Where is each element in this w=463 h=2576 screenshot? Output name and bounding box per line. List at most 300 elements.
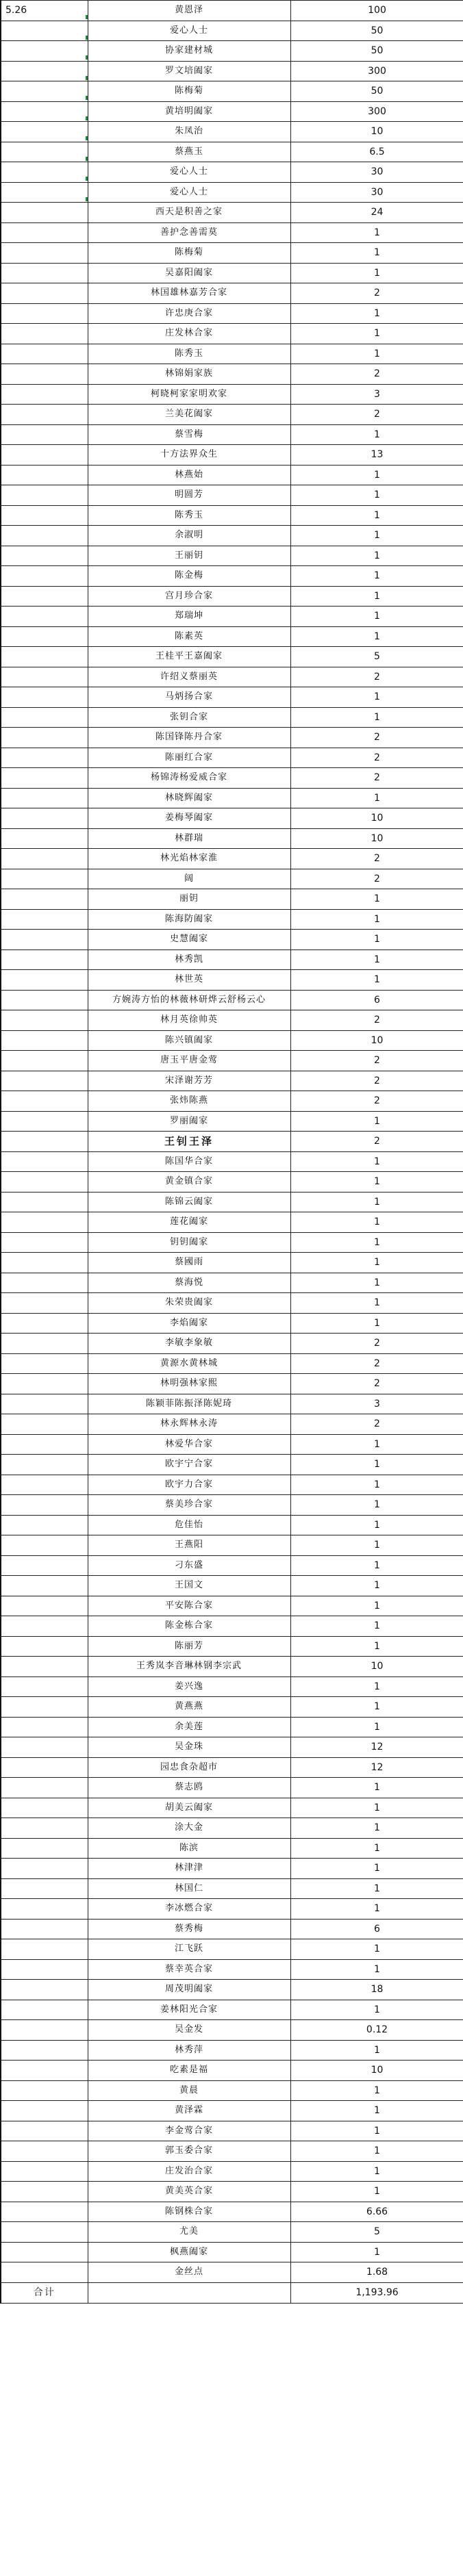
table-row (1, 1778, 463, 1798)
table-row (1, 1030, 463, 1051)
table-row (1, 1737, 463, 1758)
donation-amount: 10 (290, 2061, 463, 2081)
donation-amount: 1 (290, 2182, 463, 2202)
donation-amount: 2 (290, 1334, 463, 1354)
donor-name: 明圆芳 (88, 485, 290, 506)
donation-amount: 2 (290, 1353, 463, 1374)
donor-name: 余淑明 (88, 526, 290, 546)
date-empty-cell (1, 828, 88, 849)
donation-amount: 1 (290, 1232, 463, 1253)
date-empty-cell (1, 1111, 88, 1132)
date-empty-cell (1, 1051, 88, 1071)
table-row (1, 1051, 463, 1071)
date-empty-cell (1, 1030, 88, 1051)
donor-name: 许忠庚合家 (88, 303, 290, 324)
donor-name: 李焰阖家 (88, 1313, 290, 1334)
donation-amount: 1 (290, 626, 463, 647)
donation-amount: 1 (290, 222, 463, 243)
donation-amount: 1 (290, 1616, 463, 1637)
table-row (1, 324, 463, 344)
donation-amount: 1 (290, 1192, 463, 1212)
table-row (1, 1636, 463, 1657)
table-row (1, 61, 463, 81)
donor-name: 林秀萍 (88, 2040, 290, 2061)
donor-name: 陈丽红合家 (88, 748, 290, 768)
donor-name: 黄美英合家 (88, 2182, 290, 2202)
donor-name: 黄燕燕 (88, 1697, 290, 1718)
donation-amount: 1 (290, 909, 463, 930)
donation-amount: 1 (290, 2141, 463, 2162)
table-row (1, 344, 463, 364)
cell-marker (86, 15, 88, 19)
donation-amount: 1 (290, 1151, 463, 1172)
table-row (1, 203, 463, 223)
donation-amount: 1 (290, 930, 463, 950)
date-empty-cell (1, 283, 88, 304)
donation-amount: 1 (290, 485, 463, 506)
date-empty-cell (1, 344, 88, 364)
donor-name: 黄金镇合家 (88, 1172, 290, 1193)
donor-name: 陈金梅 (88, 566, 290, 587)
donor-name: 陈秀玉 (88, 505, 290, 526)
date-empty-cell (1, 526, 88, 546)
donation-amount: 300 (290, 101, 463, 122)
donation-amount: 1 (290, 1273, 463, 1293)
cell-marker (86, 36, 88, 40)
date-empty-cell (1, 203, 88, 223)
date-empty-cell (1, 990, 88, 1010)
donation-amount: 1 (290, 889, 463, 910)
table-row (1, 788, 463, 808)
donation-amount: 1 (290, 2242, 463, 2262)
date-empty-cell (1, 546, 88, 566)
date-empty-cell (1, 2161, 88, 2182)
donation-amount: 2 (290, 768, 463, 789)
donation-amount: 1 (290, 1676, 463, 1697)
date-empty-cell (1, 1798, 88, 1818)
donor-name: 陈锦云阖家 (88, 1192, 290, 1212)
donation-amount: 2 (290, 1010, 463, 1031)
date-empty-cell (1, 1818, 88, 1839)
donation-amount: 1 (290, 949, 463, 970)
donor-name: 马炳扬合家 (88, 687, 290, 708)
table-row (1, 1878, 463, 1899)
date-empty-cell (1, 1980, 88, 2000)
donor-name: 林秀凯 (88, 949, 290, 970)
donor-name: 协家建材城 (88, 41, 290, 62)
donor-name: 陈梅菊 (88, 243, 290, 264)
donor-name: 林晓辉阖家 (88, 788, 290, 808)
table-row (1, 1434, 463, 1455)
donor-name: 姜兴逸 (88, 1676, 290, 1697)
donation-amount: 6 (290, 1919, 463, 1939)
donor-name: 王桂平王嘉阖家 (88, 647, 290, 667)
cell-marker (86, 96, 88, 100)
table-row (1, 2182, 463, 2202)
donor-name: 李冰燃合家 (88, 1899, 290, 1920)
donation-amount: 1 (290, 2101, 463, 2121)
date-empty-cell (1, 1555, 88, 1576)
table-row (1, 526, 463, 546)
donation-amount: 1 (290, 1313, 463, 1334)
donation-amount: 1 (290, 1576, 463, 1596)
table-row (1, 465, 463, 485)
donation-amount: 1 (290, 303, 463, 324)
table-row (1, 485, 463, 506)
table-row (1, 728, 463, 748)
date-empty-cell (1, 1071, 88, 1091)
table-row (1, 1676, 463, 1697)
donor-name: 蔡幸英合家 (88, 1959, 290, 1980)
donation-amount: 1 (290, 1555, 463, 1576)
table-row (1, 1353, 463, 1374)
donor-name: 吴嘉阳阖家 (88, 263, 290, 283)
donation-amount: 0.12 (290, 2020, 463, 2041)
date-empty-cell (1, 1232, 88, 1253)
date-empty-cell (1, 1293, 88, 1314)
cell-marker (86, 136, 88, 140)
cell-marker (86, 55, 88, 60)
donation-amount: 1 (290, 465, 463, 485)
donation-amount: 2 (290, 1374, 463, 1394)
date-empty-cell (1, 1010, 88, 1031)
date-empty-cell (1, 1676, 88, 1697)
table-row (1, 1515, 463, 1535)
cell-marker (86, 116, 88, 120)
donor-name: 林津津 (88, 1859, 290, 1879)
donor-name: 蔡美珍合家 (88, 1495, 290, 1516)
donation-amount: 1 (290, 1293, 463, 1314)
date-empty-cell (1, 1353, 88, 1374)
table-row (1, 1313, 463, 1334)
donation-rows (1, 1, 463, 2283)
date-empty-cell (1, 222, 88, 243)
total-label: 合计 (1, 2282, 88, 2303)
donor-name: 杨锦涛杨爱威合家 (88, 768, 290, 789)
date-empty-cell (1, 1919, 88, 1939)
table-row (1, 1132, 463, 1152)
table-row (1, 81, 463, 102)
donor-name: 陈国锋陈丹合家 (88, 728, 290, 748)
donation-amount: 2 (290, 748, 463, 768)
date-empty-cell (1, 1596, 88, 1616)
donor-name: 黄源水黄林城 (88, 1353, 290, 1374)
date-empty-cell (1, 1334, 88, 1354)
donor-name: 尤美 (88, 2222, 290, 2243)
date-empty-cell (1, 2242, 88, 2262)
donor-name: 平安陈合家 (88, 1596, 290, 1616)
donor-name: 黄恩泽 (88, 1, 290, 21)
donation-amount: 1 (290, 970, 463, 991)
donation-amount: 1 (290, 566, 463, 587)
date-empty-cell (1, 445, 88, 466)
donor-name: 江飞跃 (88, 1939, 290, 1960)
table-row (1, 122, 463, 142)
date-empty-cell (1, 2202, 88, 2222)
table-row (1, 566, 463, 587)
table-row (1, 647, 463, 667)
donor-name: 金丝点 (88, 2262, 290, 2283)
donation-amount: 1 (290, 2121, 463, 2141)
donor-name: 庄发治合家 (88, 2161, 290, 2182)
donation-amount: 1 (290, 1515, 463, 1535)
donation-amount: 1 (290, 1859, 463, 1879)
donor-name: 陈国华合家 (88, 1151, 290, 1172)
donation-amount: 6.5 (290, 142, 463, 162)
table-row (1, 1212, 463, 1233)
date-empty-cell (1, 970, 88, 991)
date-empty-cell (1, 2101, 88, 2121)
donor-name: 林国仁 (88, 1878, 290, 1899)
date-empty-cell (1, 707, 88, 728)
donor-name: 王钊王泽 (88, 1132, 290, 1152)
table-row (1, 2242, 463, 2262)
table-row (1, 1980, 463, 2000)
total-empty-cell (88, 2282, 290, 2303)
donor-name: 丽钥 (88, 889, 290, 910)
table-row (1, 949, 463, 970)
donor-name: 吴金珠 (88, 1737, 290, 1758)
table-row (1, 2000, 463, 2020)
donor-name: 史慧阖家 (88, 930, 290, 950)
donation-amount: 1 (290, 344, 463, 364)
table-row (1, 162, 463, 183)
date-empty-cell (1, 263, 88, 283)
date-empty-cell (1, 424, 88, 445)
table-row (1, 1555, 463, 1576)
donation-amount: 1 (290, 607, 463, 627)
date-cell: 5.26 (1, 1, 88, 21)
donor-name: 蔡燕玉 (88, 142, 290, 162)
donation-amount: 1 (290, 1475, 463, 1495)
donation-amount: 1 (290, 1596, 463, 1616)
date-empty-cell (1, 2000, 88, 2020)
date-empty-cell (1, 101, 88, 122)
donation-amount: 12 (290, 1737, 463, 1758)
table-row (1, 384, 463, 405)
date-empty-cell (1, 1434, 88, 1455)
donor-name: 蔡雪梅 (88, 424, 290, 445)
table-row (1, 546, 463, 566)
table-row (1, 1717, 463, 1737)
total-row (1, 2282, 463, 2303)
donation-amount: 2 (290, 667, 463, 687)
donor-name: 罗丽阖家 (88, 1111, 290, 1132)
donor-name: 林爱华合家 (88, 1434, 290, 1455)
table-row (1, 707, 463, 728)
donation-amount: 1.68 (290, 2262, 463, 2283)
donor-name: 蔡國雨 (88, 1253, 290, 1273)
donation-amount: 1 (290, 2161, 463, 2182)
table-row (1, 2020, 463, 2041)
donation-amount: 6 (290, 990, 463, 1010)
donor-name: 庄发林合家 (88, 324, 290, 344)
donor-name: 林永辉林永涛 (88, 1414, 290, 1435)
date-empty-cell (1, 41, 88, 62)
donation-amount: 1 (290, 586, 463, 607)
donation-amount: 50 (290, 81, 463, 102)
date-empty-cell (1, 1859, 88, 1879)
cell-marker (86, 157, 88, 161)
date-empty-cell (1, 667, 88, 687)
table-row (1, 303, 463, 324)
table-row (1, 1859, 463, 1879)
donor-name: 胡美云阖家 (88, 1798, 290, 1818)
date-empty-cell (1, 1535, 88, 1556)
date-empty-cell (1, 485, 88, 506)
donation-amount: 1 (290, 1899, 463, 1920)
donor-name: 姜梅琴阖家 (88, 808, 290, 829)
date-empty-cell (1, 1151, 88, 1172)
table-row (1, 1293, 463, 1314)
donor-name: 爱心人士 (88, 182, 290, 203)
donor-name: 周茂明阖家 (88, 1980, 290, 2000)
table-row (1, 626, 463, 647)
donor-name: 王燕阳 (88, 1535, 290, 1556)
date-empty-cell (1, 61, 88, 81)
date-empty-cell (1, 465, 88, 485)
date-empty-cell (1, 1394, 88, 1414)
cell-marker (86, 76, 88, 80)
table-row (1, 1172, 463, 1193)
date-empty-cell (1, 81, 88, 102)
table-row (1, 1475, 463, 1495)
table-row (1, 1899, 463, 1920)
date-empty-cell (1, 1939, 88, 1960)
table-row (1, 405, 463, 425)
table-row (1, 1919, 463, 1939)
donation-amount: 1 (290, 2000, 463, 2020)
date-empty-cell (1, 324, 88, 344)
table-row (1, 243, 463, 264)
donation-amount: 1 (290, 424, 463, 445)
donation-amount: 50 (290, 21, 463, 41)
donation-amount: 1 (290, 2080, 463, 2101)
date-empty-cell (1, 607, 88, 627)
donation-amount: 1 (290, 526, 463, 546)
table-row (1, 182, 463, 203)
table-row (1, 808, 463, 829)
donation-amount: 1 (290, 1455, 463, 1475)
table-row (1, 990, 463, 1010)
donation-amount: 1 (290, 1212, 463, 1233)
date-empty-cell (1, 21, 88, 41)
table-row (1, 667, 463, 687)
donor-name: 陈钢株合家 (88, 2202, 290, 2222)
donor-name: 枫燕阖家 (88, 2242, 290, 2262)
donation-amount: 6.66 (290, 2202, 463, 2222)
donation-amount: 1 (290, 687, 463, 708)
table-row (1, 1374, 463, 1394)
donor-name: 爱心人士 (88, 21, 290, 41)
date-empty-cell (1, 909, 88, 930)
donor-name: 阔 (88, 869, 290, 889)
donation-amount: 1 (290, 1778, 463, 1798)
donation-amount: 2 (290, 405, 463, 425)
cell-marker (86, 177, 88, 181)
date-empty-cell (1, 1091, 88, 1112)
table-row (1, 1596, 463, 1616)
table-row (1, 889, 463, 910)
table-row (1, 1455, 463, 1475)
date-empty-cell (1, 1778, 88, 1798)
date-empty-cell (1, 2020, 88, 2041)
donor-name: 王国文 (88, 1576, 290, 1596)
donor-name: 爱心人士 (88, 162, 290, 183)
donor-name: 林明强林家熙 (88, 1374, 290, 1394)
donor-name: 林国雄林嘉芳合家 (88, 283, 290, 304)
donation-amount: 1 (290, 1535, 463, 1556)
donor-name: 林世英 (88, 970, 290, 991)
table-row (1, 2121, 463, 2141)
date-empty-cell (1, 626, 88, 647)
date-empty-cell (1, 1576, 88, 1596)
donor-name: 陈滨 (88, 1838, 290, 1859)
table-row (1, 1091, 463, 1112)
table-row (1, 2222, 463, 2243)
donor-name: 宫月珍合家 (88, 586, 290, 607)
donation-amount: 2 (290, 728, 463, 748)
table-row (1, 768, 463, 789)
donation-amount: 1 (290, 243, 463, 264)
table-row (1, 1010, 463, 1031)
table-row (1, 1939, 463, 1960)
table-row (1, 1576, 463, 1596)
total-amount: 1,193.96 (290, 2282, 463, 2303)
date-empty-cell (1, 647, 88, 667)
table-row (1, 1535, 463, 1556)
table-row (1, 283, 463, 304)
table-row (1, 849, 463, 869)
donation-amount: 2 (290, 1051, 463, 1071)
donor-name: 李金莺合家 (88, 2121, 290, 2141)
date-empty-cell (1, 566, 88, 587)
table-row (1, 1838, 463, 1859)
donor-name: 张钥合家 (88, 707, 290, 728)
donation-amount: 1 (290, 263, 463, 283)
donation-amount: 3 (290, 384, 463, 405)
donation-amount: 10 (290, 1030, 463, 1051)
date-empty-cell (1, 142, 88, 162)
donor-name: 许绍义蔡丽英 (88, 667, 290, 687)
table-row (1, 2141, 463, 2162)
donation-amount: 1 (290, 324, 463, 344)
date-empty-cell (1, 2040, 88, 2061)
date-empty-cell (1, 1455, 88, 1475)
date-empty-cell (1, 1515, 88, 1535)
donor-name: 陈兴镇阖家 (88, 1030, 290, 1051)
donation-amount: 10 (290, 828, 463, 849)
date-empty-cell (1, 808, 88, 829)
date-empty-cell (1, 586, 88, 607)
table-row (1, 1414, 463, 1435)
table-row (1, 1192, 463, 1212)
donor-name: 西天是积善之家 (88, 203, 290, 223)
date-empty-cell (1, 1636, 88, 1657)
donation-amount: 2 (290, 1091, 463, 1112)
donor-name: 方婉涛方怡的林薇林研烨云舒杨云心 (88, 990, 290, 1010)
table-row (1, 1394, 463, 1414)
table-row (1, 930, 463, 950)
date-empty-cell (1, 1192, 88, 1212)
donor-name: 柯晓柯家家明欢家 (88, 384, 290, 405)
table-row (1, 2202, 463, 2222)
date-empty-cell (1, 889, 88, 910)
date-empty-cell (1, 1959, 88, 1980)
donation-amount: 13 (290, 445, 463, 466)
donor-name: 郑瑞坤 (88, 607, 290, 627)
date-empty-cell (1, 505, 88, 526)
